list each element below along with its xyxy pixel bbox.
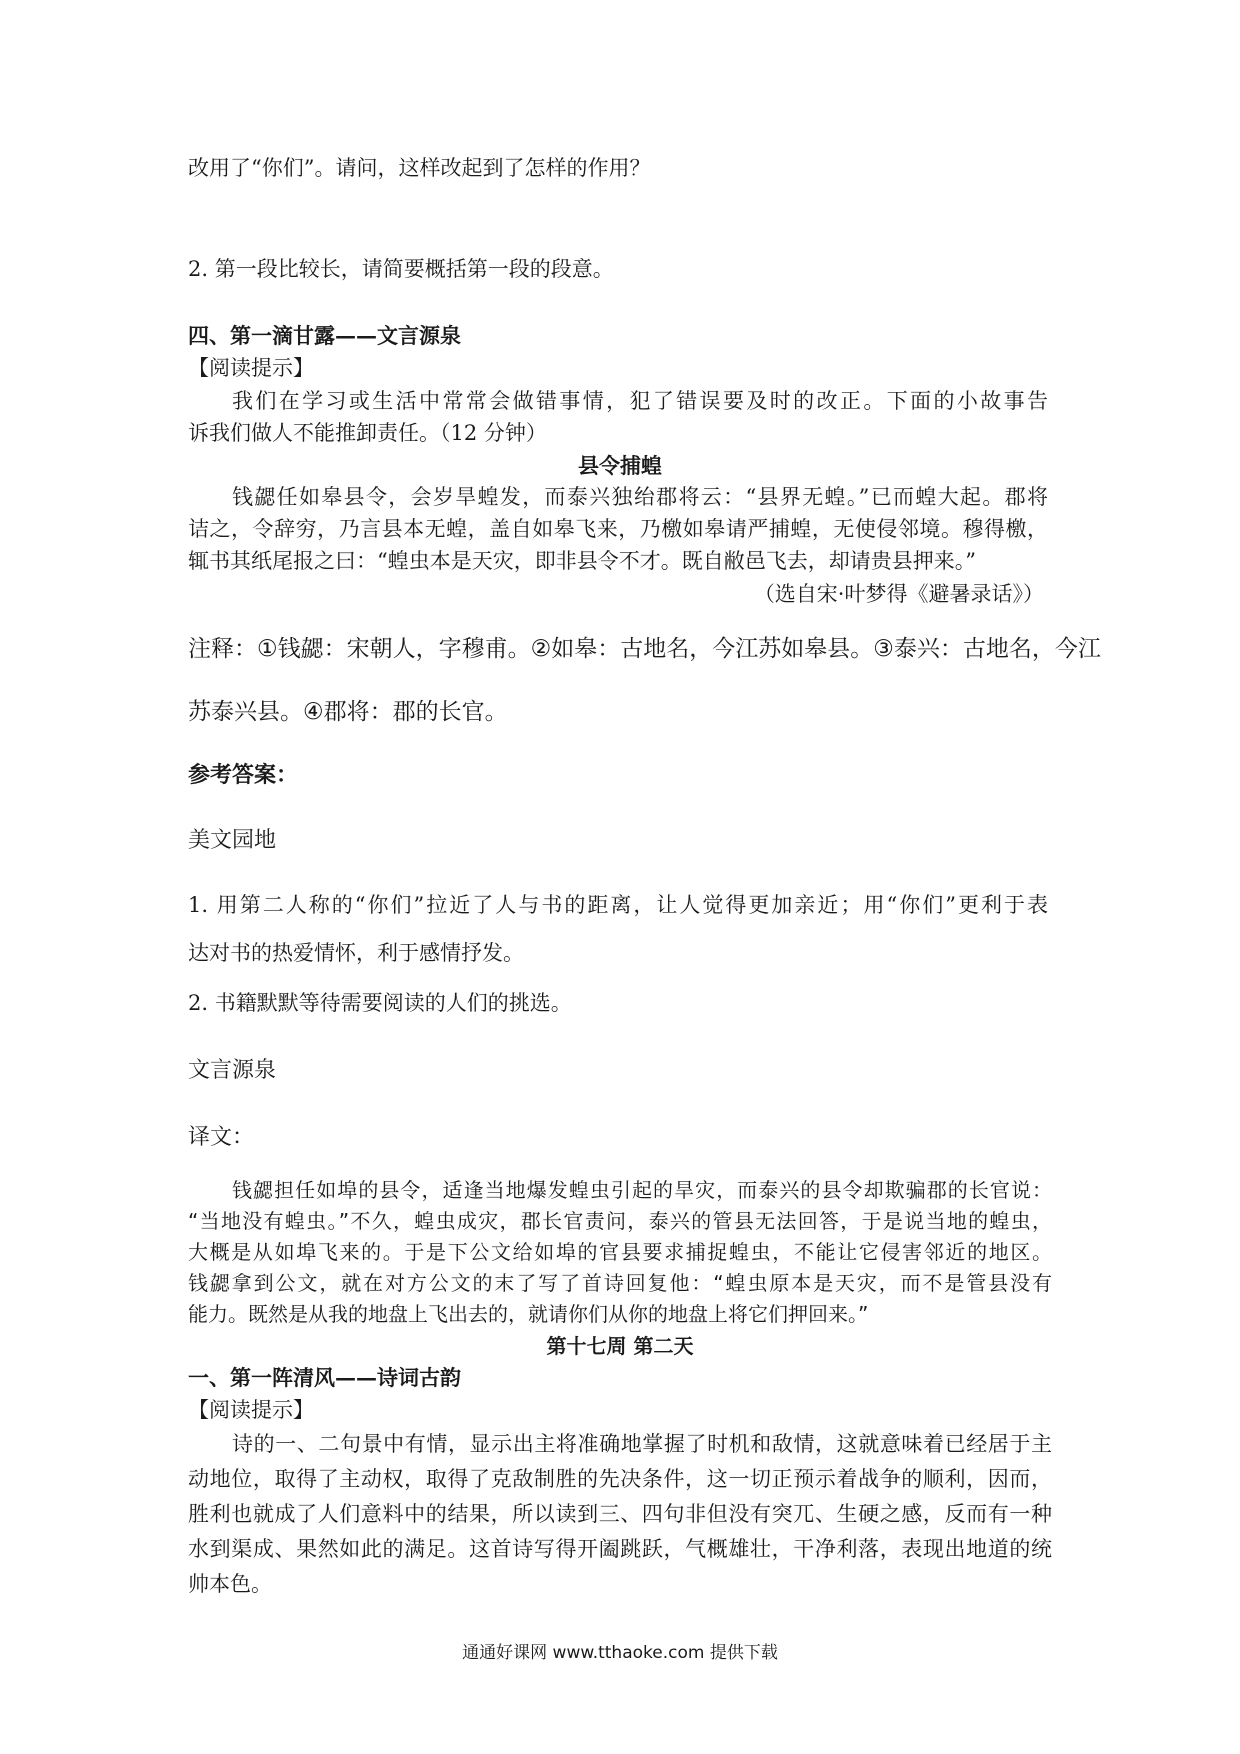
passage-source: （选自宋·叶梦得《避暑录话》） (753, 582, 1044, 606)
passage-line-3: 辄书其纸尾报之曰：“蝗虫本是天灾，即非县令不才。既自敝邑飞去，却请贵县押来。” (188, 549, 976, 573)
reading-tip-label-2: 【阅读提示】 (188, 1398, 314, 1422)
translation-line-5: 能力。既然是从我的地盘上飞出去的，就请你们从你的地盘上将它们押回来。” (188, 1302, 869, 1326)
poem-tip-line-3: 胜利也就成了人们意料中的结果，所以读到三、四句非但没有突兀、生硬之感，反而有一种 (188, 1502, 1052, 1526)
answers-subheading-2: 文言源泉 (188, 1058, 277, 1083)
passage-line-2: 诘之，令辞穷，乃言县本无蝗，盖自如皋飞来，乃檄如皋请严捕蝗，无使侵邻境。穆得檄， (188, 517, 1048, 541)
reading-tip-label-1: 【阅读提示】 (188, 356, 314, 380)
poem-tip-line-5: 帅本色。 (188, 1572, 272, 1596)
page-footer: 通通好课网 www.tthaoke.com 提供下载 (462, 1643, 778, 1663)
answers-subheading-1: 美文园地 (188, 828, 277, 853)
answer-2: 2. 书籍默默等待需要阅读的人们的挑选。 (188, 991, 572, 1015)
section-1-heading: 一、第一阵清风——诗词古韵 (188, 1365, 461, 1390)
answer-1-line-1: 1. 用第二人称的“你们”拉近了人与书的距离，让人觉得更加亲近；用“你们”更利于表 (188, 893, 1048, 917)
reading-tip-text-1-line-2: 诉我们做人不能推卸责任。（12 分钟） (188, 421, 547, 445)
notes-line-1: 注释：①钱勰：宋朝人，字穆甫。②如皋：古地名，今江苏如皋县。③泰兴：古地名，今江 (188, 636, 1101, 662)
answers-heading: 参考答案： (188, 763, 299, 788)
translation-line-2: “当地没有蝗虫。”不久，蝗虫成灾，郡长官责问，泰兴的管县无法回答，于是说当地的蝗虫， (188, 1209, 1052, 1233)
poem-tip-line-4: 水到渠成、果然如此的满足。这首诗写得开阖跳跃，气概雄壮，干净利落，表现出地道的统 (188, 1537, 1052, 1561)
translation-line-1: 钱勰担任如埠的县令，适逢当地爆发蝗虫引起的旱灾，而泰兴的县令却欺骗郡的长官说： (232, 1178, 1052, 1202)
question-2: 2. 第一段比较长，请简要概括第一段的段意。 (188, 257, 614, 281)
question-1-continuation: 改用了“你们”。请问，这样改起到了怎样的作用？ (188, 156, 651, 180)
passage-line-1: 钱勰任如皋县令，会岁旱蝗发，而泰兴独绐郡将云：“县界无蝗。”已而蝗大起。郡将 (232, 485, 1048, 509)
reading-tip-text-1-line-1: 我们在学习或生活中常常会做错事情，犯了错误要及时的改正。下面的小故事告 (232, 389, 1048, 413)
translation-line-3: 大概是从如埠飞来的。于是下公文给如埠的官县要求捕捉蝗虫，不能让它侵害邻近的地区。 (188, 1240, 1052, 1264)
notes-line-2: 苏泰兴县。④郡将：郡的长官。 (188, 699, 508, 725)
translation-line-4: 钱勰拿到公文，就在对方公文的末了写了首诗回复他：“蝗虫原本是天灾，而不是管县没有 (188, 1271, 1052, 1295)
poem-tip-line-1: 诗的一、二句景中有情，显示出主将准确地掌握了时机和敌情，这就意味着已经居于主 (232, 1432, 1052, 1456)
passage-title: 县令捕蝗 (578, 453, 662, 478)
answer-1-line-2: 达对书的热爱情怀，利于感情抒发。 (188, 941, 524, 965)
week-heading: 第十七周 第二天 (546, 1334, 694, 1358)
poem-tip-line-2: 动地位，取得了主动权，取得了克敌制胜的先决条件，这一切正预示着战争的顺利，因而， (188, 1467, 1052, 1491)
translation-label: 译文： (188, 1125, 255, 1150)
section-4-heading: 四、第一滴甘露——文言源泉 (188, 323, 461, 348)
